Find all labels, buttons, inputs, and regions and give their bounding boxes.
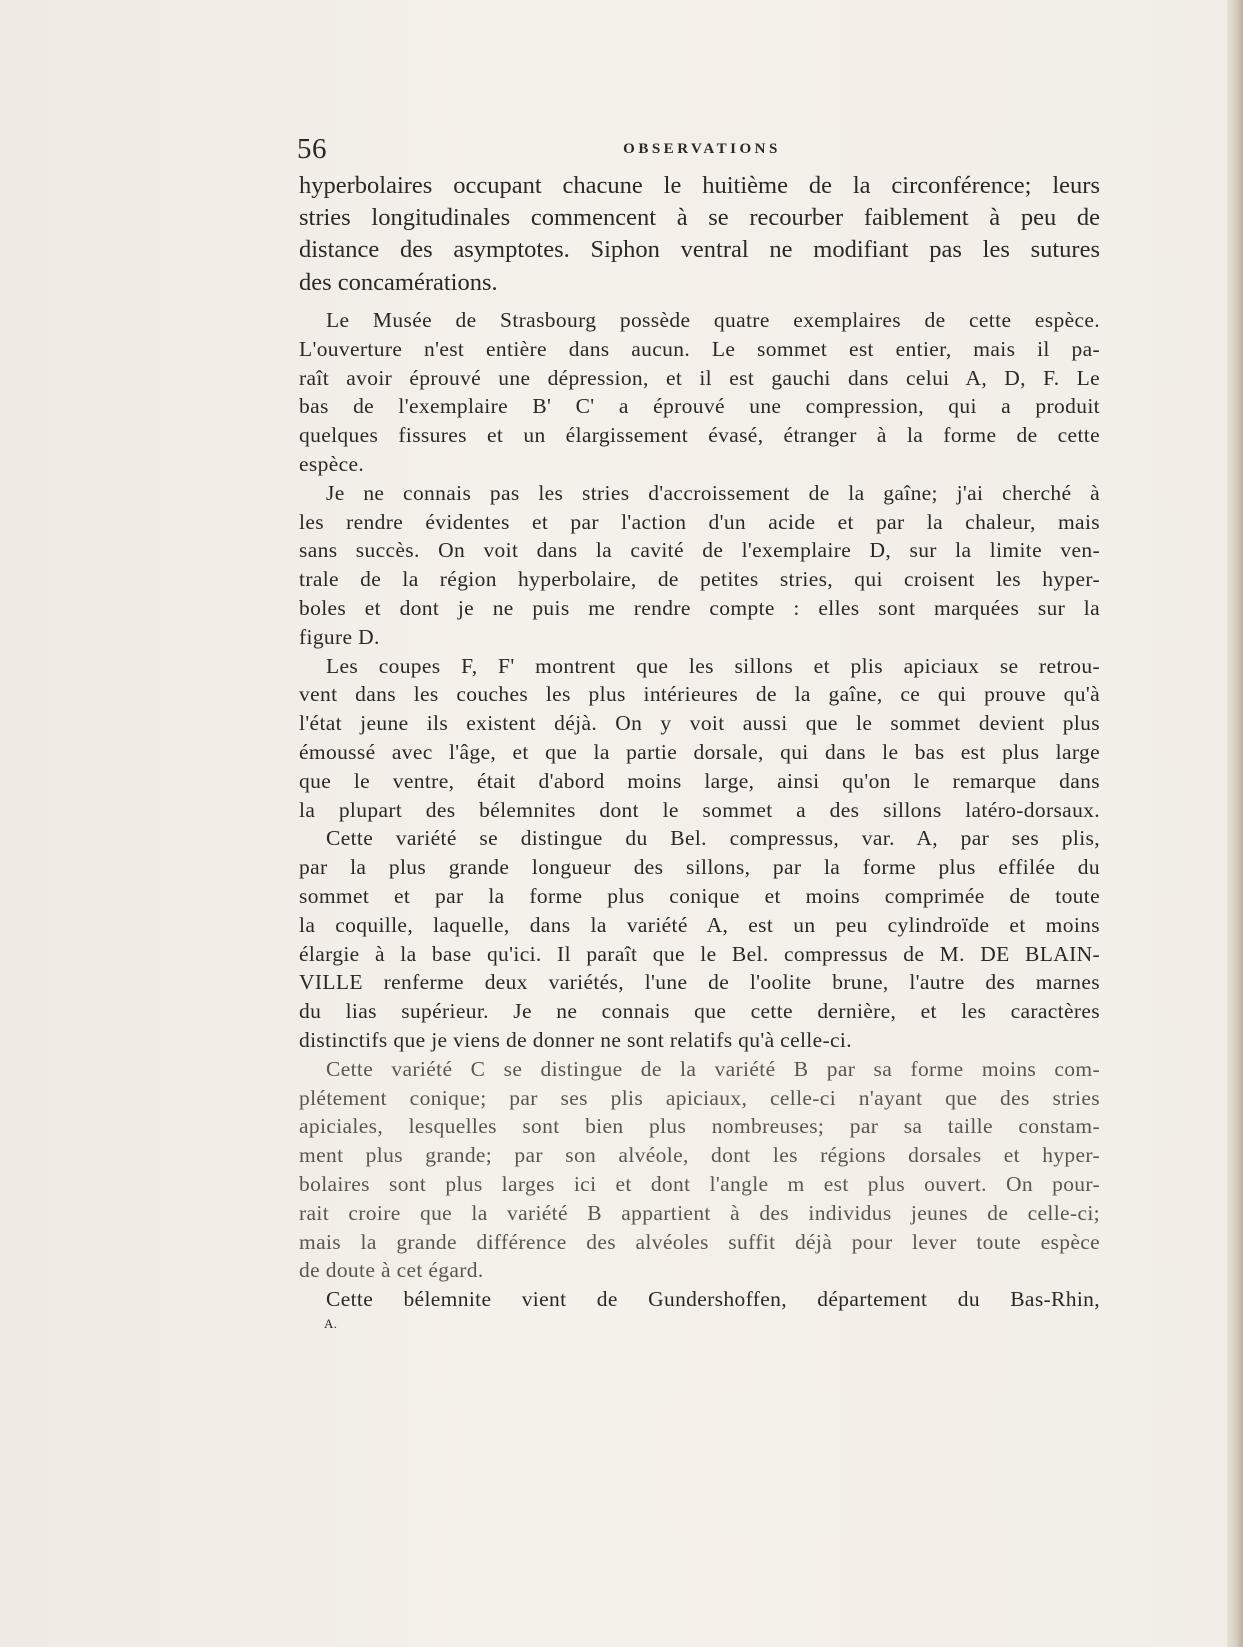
text-line: stries longitudinales commencent à se recourber faiblement à peu de bbox=[299, 204, 1100, 232]
text-line: ment plus grande; par son alvéole, dont les régions dorsales et hyper- bbox=[299, 1143, 1100, 1168]
page-header bbox=[297, 133, 1107, 167]
text-line: figure D. bbox=[299, 624, 380, 649]
text-line: plétement conique; par ses plis apiciaux, celle-ci n'ayant que des stries bbox=[299, 1085, 1100, 1110]
text-line: sommet et par la forme plus conique et moins comprimée de toute bbox=[299, 883, 1100, 908]
text-line: que le ventre, était d'abord moins large, ainsi qu'on le remarque dans bbox=[299, 768, 1100, 793]
text-line: des concamérations. bbox=[299, 268, 498, 296]
text-line: élargie à la base qu'ici. Il paraît que le Bel. compressus de M. DE BLAIN- bbox=[299, 941, 1100, 966]
paragraph-musee bbox=[299, 306, 1100, 479]
paragraph-continuation bbox=[299, 170, 1100, 299]
text-line: boles et dont je ne puis me rendre compte : elles sont marquées sur la bbox=[299, 595, 1100, 620]
text-line: vent dans les couches les plus intérieures de la gaîne, ce qui prouve qu'à bbox=[299, 682, 1100, 707]
text-line: la plupart des bélemnites dont le sommet a des sillons latéro-dorsaux. bbox=[299, 797, 1100, 822]
observations-text bbox=[299, 306, 1100, 1334]
text-line: raît avoir éprouvé une dépression, et il est gauchi dans celui A, D, F. Le bbox=[299, 365, 1100, 390]
text-line: par la plus grande longueur des sillons, par la forme plus effilée du bbox=[299, 855, 1100, 880]
text-line: Cette bélemnite vient de Gundershoffen, département du Bas-Rhin, bbox=[326, 1287, 1100, 1312]
text-line: L'ouverture n'est entière dans aucun. Le sommet est entier, mais il pa- bbox=[299, 336, 1100, 361]
text-line: la coquille, laquelle, dans la variété A, est un peu cylindroïde et moins bbox=[299, 912, 1100, 937]
text-line: quelques fissures et un élargissement évasé, étranger à la forme de cette bbox=[299, 423, 1100, 448]
text-line: Cette variété C se distingue de la variété B par sa forme moins com- bbox=[326, 1056, 1100, 1081]
paragraph-provenance bbox=[299, 1285, 1100, 1334]
text-line: distinctifs que je viens de donner ne sont relatifs qu'à celle-ci. bbox=[299, 1027, 852, 1052]
text-line: trale de la région hyperbolaire, de petites stries, qui croisent les hyper- bbox=[299, 567, 1100, 592]
text-line: rait croire que la variété B appartient à des individus jeunes de celle-ci; bbox=[299, 1200, 1100, 1225]
text-line: apiciales, lesquelles sont bien plus nombreuses; par sa taille constam- bbox=[299, 1114, 1100, 1139]
text-line: bas de l'exemplaire B' C' a éprouvé une compression, qui a produit bbox=[299, 394, 1100, 419]
text-line: Je ne connais pas les stries d'accroissement de la gaîne; j'ai cherché à bbox=[326, 480, 1100, 505]
signature: A. bbox=[324, 1315, 338, 1331]
text-line: distance des asymptotes. Siphon ventral ne modifiant pas les sutures bbox=[299, 236, 1100, 264]
page-edge-shadow bbox=[1227, 0, 1243, 1647]
paragraph-stries bbox=[299, 479, 1100, 652]
text-line: hyperbolaires occupant chacune le huitième de la circonférence; leurs bbox=[299, 172, 1100, 199]
paragraph-variete-compressus bbox=[299, 824, 1100, 1054]
text-line: sans succès. On voit dans la cavité de l'exemplaire D, sur la limite ven- bbox=[299, 538, 1100, 563]
text-line: mais la grande différence des alvéoles suffit déjà pour lever toute espèce bbox=[299, 1229, 1100, 1254]
paragraph-coupes bbox=[299, 652, 1100, 825]
text-line: de doute à cet égard. bbox=[299, 1258, 484, 1283]
text-line: émoussé avec l'âge, et que la partie dorsale, qui dans le bas est plus large bbox=[299, 739, 1100, 764]
text-line: Le Musée de Strasbourg possède quatre exemplaires de cette espèce. bbox=[326, 308, 1100, 332]
text-line: Cette variété se distingue du Bel. compressus, var. A, par ses plis, bbox=[326, 826, 1100, 851]
running-title: OBSERVATIONS bbox=[623, 141, 781, 157]
text-line: du lias supérieur. Je ne connais que cette dernière, et les caractères bbox=[299, 999, 1100, 1024]
text-line: les rendre évidentes et par l'action d'un acide et par la chaleur, mais bbox=[299, 509, 1100, 534]
text-line: VILLE renferme deux variétés, l'une de l'oolite brune, l'autre des marnes bbox=[299, 970, 1100, 995]
text-line: bolaires sont plus larges ici et dont l'angle m est plus ouvert. On pour- bbox=[299, 1171, 1100, 1196]
text-line: l'état jeune ils existent déjà. On y voit aussi que le sommet devient plus bbox=[299, 711, 1100, 736]
paragraph-variete-c bbox=[299, 1055, 1100, 1285]
text-line: espèce. bbox=[299, 451, 365, 476]
text-line: Les coupes F, F' montrent que les sillons et plis apiciaux se retrou- bbox=[326, 653, 1100, 678]
page-number: 56 bbox=[297, 133, 327, 165]
